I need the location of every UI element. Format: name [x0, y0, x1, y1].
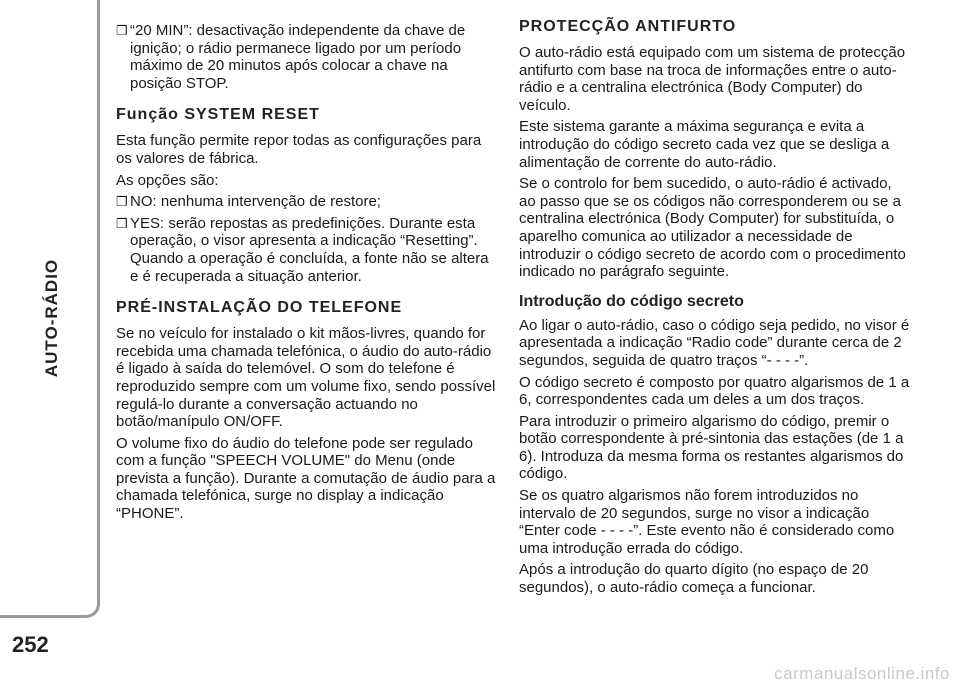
- phone-paragraph-2: O volume fixo do áudio do telefone pode ser regulado com a função "SPEECH VOLUME" do Menu (onde prevista a função). Durante a comutação de áudio para a chamada telefónica, surge no display a indicação “PHONE”.: [116, 434, 496, 523]
- checkbox-bullet-icon: ❒: [116, 215, 128, 231]
- antitheft-paragraph-1: O auto-rádio está equipado com um sistema de protecção antifurto com base na troca de informações entre o auto-rádio e a centralina electrónica (Body Computer) do veículo.: [519, 44, 906, 114]
- reset-paragraph-1: Esta função permite repor todas as configurações para os valores de fábrica.: [116, 132, 482, 167]
- phone-paragraph-1: Se no veículo for instalado o kit mãos-livres, quando for recebida uma chamada telefónica, o áudio do auto-rádio é ligado à saída do telemóvel. O som do telefone é reproduzido sempre com um volume fixo, sendo possível regulá-lo durante a conversação actuando no botão/manípulo ON/OFF.: [116, 325, 496, 431]
- code-heading: Introdução do código secreto: [519, 292, 744, 310]
- list-item-text: NO: nenhuma intervenção de restore;: [130, 193, 381, 211]
- code-paragraph-3: Para introduzir o primeiro algarismo do código, premir o botão correspondente à pré-sintonia das estações (de 1 a 6). Introduza da mesma forma os restantes algarismos do código.: [519, 412, 904, 483]
- list-item-text: YES: serão repostas as predefinições. Durante esta operação, o visor apresenta a indicação “Resetting”. Quando a operação é concluída, a fonte não se altera e é recuperada a situação anterior.: [130, 214, 489, 285]
- right-column: [519, 18, 911, 601]
- list-item-text: “20 MIN”: desactivação independente da chave de ignição; o rádio permanece ligado por um período máximo de 20 minutos após colocar a chave na posição STOP.: [130, 22, 466, 92]
- code-paragraph-2: O código secreto é composto por quatro algarismos de 1 a 6, correspondentes cada um deles a um dos traços.: [519, 373, 910, 409]
- antitheft-heading: PROTECÇÃO ANTIFURTO: [519, 18, 737, 35]
- antitheft-paragraph-3: Se o controlo for bem sucedido, o auto-rádio é activado, ao passo que se os códigos não corresponderem ou se a centralina electrónica (Body Computer) for substituída, o aparelho comunica ao utilizador a necessidade de introduzir o código secreto de acordo com o procedimento indicado no parágrafo seguinte.: [519, 175, 906, 281]
- code-paragraph-5: Após a introdução do quarto dígito (no espaço de 20 segundos), o auto-rádio começa a funcionar.: [519, 561, 869, 597]
- section-label: AUTO-RÁDIO: [42, 258, 61, 378]
- code-paragraph-1: Ao ligar o auto-rádio, caso o código seja pedido, no visor é apresentada a indicação “Radio code” durante cerca de 2 segundos, seguida de quatro traços “- - - -”.: [519, 316, 910, 369]
- list-item-no: [116, 193, 500, 211]
- list-item-yes: [116, 215, 500, 285]
- code-paragraph-4: Se os quatro algarismos não forem introduzidos no intervalo de 20 segundos, surge no visor a indicação “Enter code - - - -”. Este evento não é considerado como uma introdução errada do código.: [519, 487, 895, 557]
- left-column: [116, 22, 500, 527]
- list-item-20min: [116, 22, 500, 92]
- watermark: carmanualsonline.info: [774, 664, 950, 683]
- page-sidebar: [0, 0, 100, 618]
- antitheft-paragraph-2: Este sistema garante a máxima segurança e evita a introdução do código secreto cada vez que se desliga a alimentação de corrente do auto-rádio.: [519, 118, 890, 171]
- reset-heading: Função SYSTEM RESET: [116, 106, 320, 124]
- reset-paragraph-2: As opções são:: [116, 171, 219, 189]
- checkbox-bullet-icon: ❒: [116, 194, 128, 210]
- phone-heading: PRÉ-INSTALAÇÃO DO TELEFONE: [116, 299, 403, 317]
- checkbox-bullet-icon: ❒: [116, 23, 128, 38]
- page-number: 252: [12, 632, 49, 657]
